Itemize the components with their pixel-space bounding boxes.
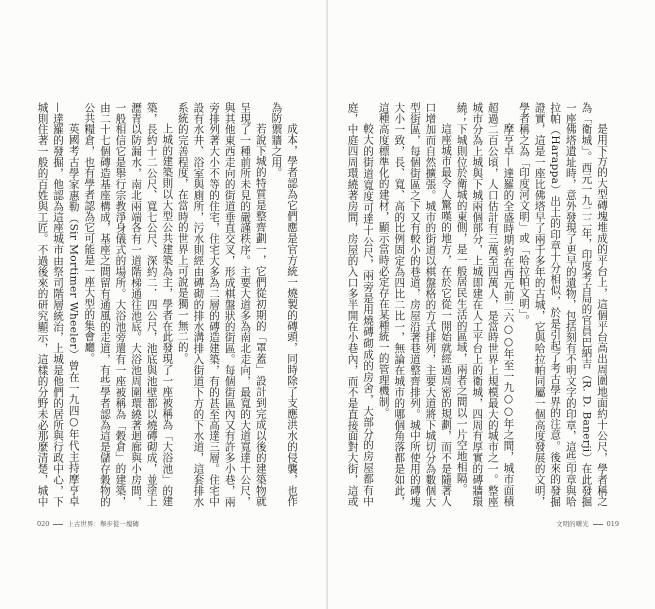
right-running-head: 文明的曙光	[556, 520, 589, 528]
right-paragraph-2: 摩亨卓—達羅的全盛時期約在西元前二六○○年至一九○○年之間，城市面積超過二百公頃，人口估計有三萬至四萬人，是當時世界上規模最大的城市之一。整座城市分為上城與下城兩個部分，上城即建在人工平台上的衛城，四周有厚實的磚牆環繞；下城則位於衛城的東側，是一般居民生活的區域，兩者之間以一片空地相隔。	[455, 102, 515, 507]
left-paragraph-3: 上城的建築則以大型公共建築為主，學者在此發現了一座被稱為「大浴池」的建築，長約十二公尺、寬七公尺、深約二．四公尺，池底與池壁都以燒磚砌成，並塗上瀝青以防漏水，南北兩端各有一道階梯通往池底。大浴池周圍環繞著迴廊與小房間，一般相信它是舉行宗教淨身儀式的場所。大浴池旁還有一座被稱為「穀倉」的建築，由二十七個磚造基座構成，基座之間留有通風的走道，有些學者認為這是儲存穀物的公共糧倉，也有學者認為它可能是一座大型的集會廳。	[83, 102, 174, 507]
left-paragraph-2: 若說下城的特質是整齊劃一，它們從初期的「罩蓋」設計到完成以後的建築物就呈現了一種前所未見的嚴謹秩序。主要大道多為南北走向，最寬的大道寬達十公尺，與其他東西走向的街道垂直交叉，形成棋盤狀的街區。每個街區內又有許多小巷，兩旁排列著大小不等的住宅，住宅大多為二層的磚造建築，有的甚至高達三層。住宅中設有水井、浴室與廁所，污水則經由磚砌的排水溝排入街道下方的下水道，這套排水系統的完善程度，在當時的世界上可說是獨一無二的。	[176, 102, 267, 507]
left-page-text-block	[37, 102, 299, 507]
right-paragraph-1: 是用下方的大型磚塊堆成的平台上，這個平台高出周圍地面約十公尺，學者稱之為「衛城」。西元一九二二年，印度考古局的官員巴納吉（R. D. Banerji）在此發掘一座佛塔遺址時，意外發現了更早的遺物，包括刻有不明文字的印章，這些印章與哈拉帕（Harappa）出土的印章十分相似，於是引起了考古學界的注意。後來的發掘證實，這是一座比佛塔早了兩千多年的古城，它與哈拉帕同屬一個高度發展的文明，學者稱之為「印度河文明」或「哈拉帕文明」。	[518, 102, 608, 507]
folio-rule	[593, 524, 603, 525]
right-paragraph-3: 這座城市最令人驚嘆的地方，在於它從一開始就經過周密的規劃，而不是隨著人口增加而自然擴張。城市的街道以棋盤格的方式排列，主要大道將下城切分為數個大型街區，每個街區之下又有較小的巷道，房屋沿著巷道整齊排列。城中所使用的磚塊大小一致，長、寬、高的比例固定為四比二比一，無論在城市的哪個角落都是如此，這種高度標準化的建材，顯示當時必定存在某種統一的管理機制。	[377, 102, 453, 507]
left-page-number: 020	[37, 520, 50, 528]
left-paragraph-4: 英國考古學家惠勒（Sir Mortimer Wheeler）曾在一九四○年代主持摩亨卓—達羅的發掘，他認為這座城市由祭司階層統治，上城是他們的居所與行政中心，下城則住著一般的百姓與工匠。不過後來的研究顯示，這樣的分野未必那麼清楚，城中	[37, 102, 80, 507]
left-paragraph-1: 成本，學者認為它們應是官方統一燒製的磚頭，同時除了支應洪水的侵襲，也作為防禦牆之用。	[270, 102, 298, 507]
right-paragraph-4: 較大的街道寬度可達十公尺，兩旁是用燒磚砌成的房舍，大部分的房屋都有中庭，中庭四周環繞著房間，房屋的入口多半開在小巷內，而不是直接面對大街，這或	[347, 102, 375, 507]
left-page-folio	[37, 519, 139, 528]
right-page	[328, 0, 655, 609]
left-page	[0, 0, 327, 609]
right-page-folio	[556, 519, 619, 528]
right-page-number: 019	[606, 520, 619, 528]
right-page-text-block	[347, 102, 609, 507]
left-running-head: 上古世界：舉步從一塊磚	[67, 520, 139, 528]
folio-rule	[53, 524, 63, 525]
